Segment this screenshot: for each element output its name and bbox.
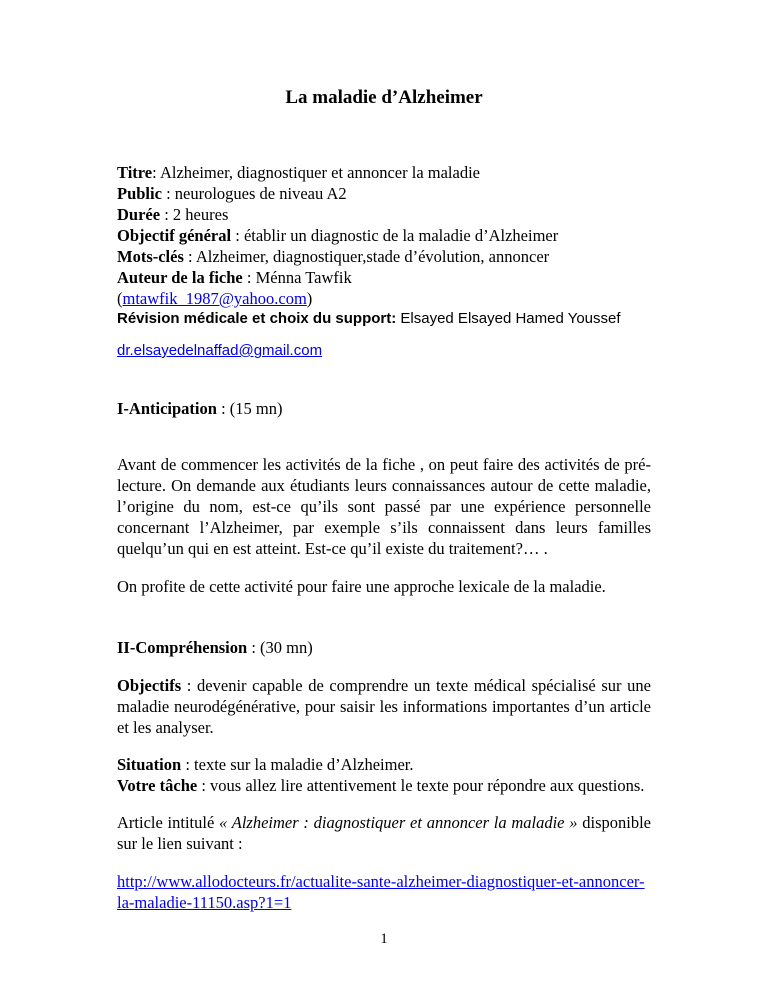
meta-field-mots-cles [117, 246, 651, 267]
meta-label: Objectif général [117, 226, 232, 245]
meta-field-auteur [117, 267, 651, 288]
metadata-block [117, 162, 651, 360]
anticipation-paragraph-2: On profite de cette activité pour faire une approche lexicale de la maladie. [117, 576, 606, 596]
page-number: 1 [380, 931, 388, 947]
meta-label: Auteur de la fiche [117, 268, 243, 287]
objectifs-separator: : [181, 675, 198, 695]
meta-field-titre [117, 162, 651, 183]
section-duration: (15 mn) [229, 399, 283, 418]
section-duration: (30 mn) [260, 637, 313, 657]
meta-value: Alzheimer, diagnostiquer,stade d’évolution, annoncer [195, 247, 550, 266]
tache-separator: : [197, 776, 211, 795]
author-email-line [117, 288, 651, 309]
article-url-link[interactable]: http://www.allodocteurs.fr/actualite-sante-alzheimer-diagnostiquer-et-annoncer-la-maladie-11150.asp?1=1 [117, 871, 645, 912]
meta-value: Alzheimer, diagnostiquer et annoncer la maladie [159, 163, 480, 182]
section-heading-label: I-Anticipation [117, 399, 217, 418]
meta-label: Public [117, 184, 162, 203]
meta-separator: : [161, 184, 175, 203]
meta-value: établir un diagnostic de la maladie d’Alzheimer [243, 226, 559, 245]
heading-separator: : [247, 637, 261, 657]
meta-field-objectif-general [117, 225, 651, 246]
article-title-quote: « Alzheimer : diagnostiquer et annoncer la maladie » [219, 813, 578, 832]
objectifs-value: devenir capable de comprendre un texte médical spécialisé sur une maladie neurodégénérative, pour saisir les informations importantes d’un article et les analyser. [117, 675, 652, 737]
meta-separator: : [183, 247, 196, 266]
author-email-link[interactable]: mtawfik_1987@yahoo.com [122, 289, 307, 308]
revision-email-link[interactable]: dr.elsayedelnaffad@gmail.com [117, 342, 323, 359]
meta-label: Titre [117, 163, 153, 182]
paren-open: ( [117, 289, 123, 308]
article-url-paragraph [117, 871, 651, 913]
article-outro: disponible sur le lien suivant : [117, 813, 651, 853]
section-heading-anticipation [117, 398, 651, 419]
meta-label: Mots-clés [117, 247, 184, 266]
revision-value: Elsayed Elsayed Hamed Youssef [396, 310, 621, 327]
situation-label: Situation [117, 755, 182, 774]
tache-label: Votre tâche [117, 776, 198, 795]
objectifs-label: Objectifs [117, 675, 182, 695]
meta-label: Durée [117, 205, 161, 224]
page-title: La maladie d’Alzheimer [285, 87, 483, 108]
article-paragraph [117, 812, 651, 854]
meta-separator: : [242, 268, 256, 287]
meta-value: Ménna Tawfik [255, 268, 352, 287]
meta-field-public [117, 183, 651, 204]
situation-value: texte sur la maladie d’Alzheimer. [194, 755, 414, 774]
meta-separator: : [152, 163, 160, 182]
meta-field-duree [117, 204, 651, 225]
section-heading-label: II-Compréhension [117, 637, 248, 657]
situation-tache-block [117, 754, 651, 796]
revision-email-line [117, 341, 651, 360]
meta-value: 2 heures [172, 205, 229, 224]
meta-separator: : [231, 226, 244, 245]
paren-close: ) [306, 289, 313, 308]
meta-separator: : [160, 205, 173, 224]
meta-value: neurologues de niveau A2 [174, 184, 347, 203]
section-heading-comprehension [117, 637, 651, 658]
revision-label: Révision médicale et choix du support: [117, 310, 397, 327]
revision-line [117, 309, 651, 328]
heading-separator: : [216, 399, 230, 418]
objectifs-paragraph [117, 675, 651, 738]
anticipation-paragraph-1: Avant de commencer les activités de la fiche , on peut faire des activités de pré-lecture. On demande aux étudiants leurs connaissances autour de cette maladie, l’origine du nom, est-ce qu’ils sont passé par une expérience personnelle concernant l’Alzheimer, par exemple s’ils connaissent dans leurs familles quelqu’un qui en est atteint. Est-ce qu’il existe du traitement?… . [117, 455, 651, 558]
situation-separator: : [181, 755, 195, 774]
tache-value: vous allez lire attentivement le texte pour répondre aux questions. [210, 776, 645, 795]
article-intro: Article intitulé [117, 813, 220, 832]
